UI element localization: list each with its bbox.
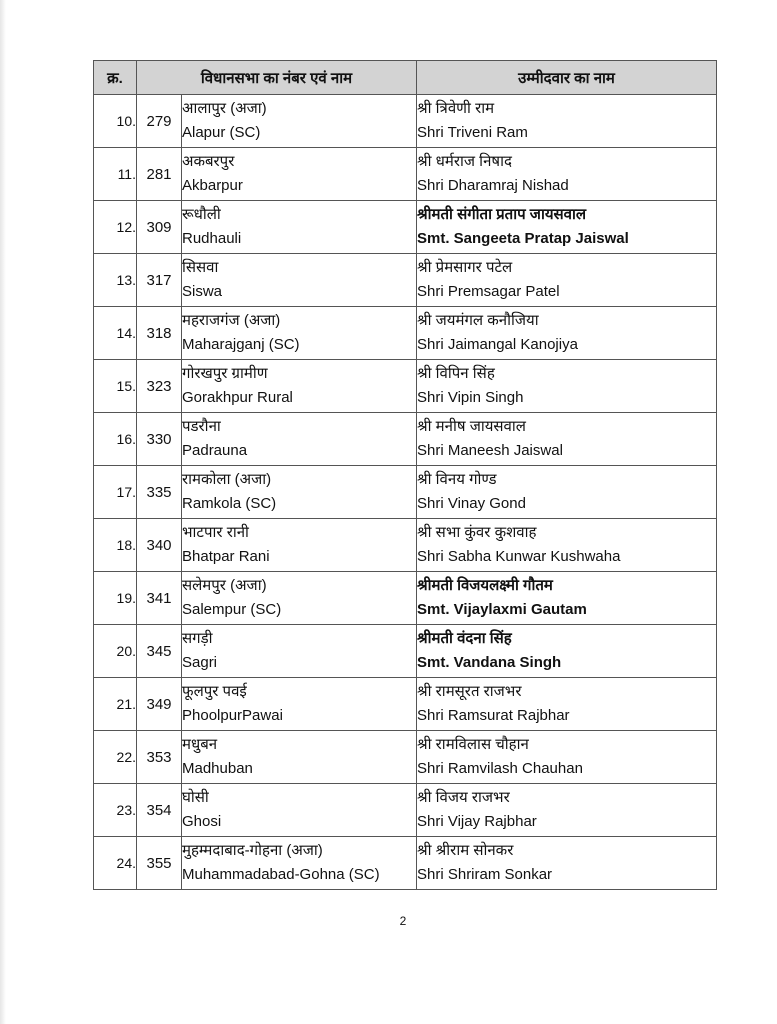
candidate-name-cell [417, 254, 717, 307]
candidate-name-english: Smt. Sangeeta Pratap Jaiswal [417, 230, 629, 247]
row-serial: 22. [94, 731, 137, 784]
constituency-name-hindi: मधुबन [182, 736, 218, 753]
row-serial: 12. [94, 201, 137, 254]
constituency-name-cell [182, 307, 417, 360]
candidate-list-table [93, 60, 717, 890]
candidate-name-english: Smt. Vijaylaxmi Gautam [417, 601, 587, 618]
constituency-number: 317 [137, 254, 182, 307]
candidate-name-cell [417, 678, 717, 731]
constituency-number: 354 [137, 784, 182, 837]
candidate-name-hindi: श्री सभा कुंवर कुशवाह [417, 524, 537, 541]
constituency-name-english: PhoolpurPawai [182, 707, 283, 724]
constituency-name-hindi: गोरखपुर ग्रामीण [182, 365, 268, 382]
candidate-name-cell [417, 307, 717, 360]
constituency-name-english: Madhuban [182, 760, 253, 777]
candidate-name-english: Shri Triveni Ram [417, 124, 528, 141]
candidate-name-english: Shri Sabha Kunwar Kushwaha [417, 548, 621, 565]
candidate-name-english: Shri Jaimangal Kanojiya [417, 336, 578, 353]
candidate-name-cell [417, 519, 717, 572]
constituency-number: 335 [137, 466, 182, 519]
table-row [94, 837, 717, 890]
constituency-number: 281 [137, 148, 182, 201]
constituency-name-hindi: रूधौली [182, 206, 221, 223]
candidate-name-cell [417, 413, 717, 466]
table-row [94, 519, 717, 572]
candidate-name-english: Shri Vijay Rajbhar [417, 813, 537, 830]
row-serial: 14. [94, 307, 137, 360]
constituency-name-cell [182, 413, 417, 466]
constituency-name-hindi: रामकोला (अजा) [182, 471, 272, 488]
candidate-name-cell [417, 784, 717, 837]
table-row [94, 678, 717, 731]
constituency-name-cell [182, 837, 417, 890]
candidate-name-hindi: श्रीमती वंदना सिंह [417, 630, 512, 647]
candidate-name-hindi: श्री विनय गोण्ड [417, 471, 497, 488]
constituency-name-english: Akbarpur [182, 177, 243, 194]
candidate-name-hindi: श्री विजय राजभर [417, 789, 510, 806]
constituency-name-hindi: सिसवा [182, 259, 219, 276]
constituency-name-cell [182, 201, 417, 254]
row-serial: 11. [94, 148, 137, 201]
constituency-name-hindi: घोसी [182, 789, 209, 806]
constituency-name-english: Salempur (SC) [182, 601, 282, 618]
constituency-name-hindi: सगड़ी [182, 630, 213, 647]
page-number: 2 [399, 914, 407, 928]
table-row [94, 625, 717, 678]
table-header-row [94, 61, 717, 95]
constituency-name-english: Muhammadabad-Gohna (SC) [182, 866, 380, 883]
row-serial: 10. [94, 95, 137, 148]
candidate-name-cell [417, 572, 717, 625]
candidate-name-hindi: श्री त्रिवेणी राम [417, 100, 495, 117]
row-serial: 13. [94, 254, 137, 307]
candidate-name-cell [417, 837, 717, 890]
row-serial: 18. [94, 519, 137, 572]
row-serial: 19. [94, 572, 137, 625]
candidate-name-hindi: श्री जयमंगल कनौजिया [417, 312, 539, 329]
candidate-name-hindi: श्री रामसूरत राजभर [417, 683, 522, 700]
constituency-name-hindi: मुहम्मदाबाद-गोहना (अजा) [182, 842, 323, 859]
constituency-name-english: Maharajganj (SC) [182, 336, 300, 353]
table-row [94, 254, 717, 307]
row-serial: 23. [94, 784, 137, 837]
constituency-number: 345 [137, 625, 182, 678]
constituency-name-english: Padrauna [182, 442, 248, 459]
table-row [94, 201, 717, 254]
row-serial: 16. [94, 413, 137, 466]
candidate-name-hindi: श्रीमती संगीता प्रताप जायसवाल [417, 206, 587, 223]
constituency-name-cell [182, 784, 417, 837]
candidate-name-cell [417, 625, 717, 678]
constituency-name-cell [182, 572, 417, 625]
candidate-name-cell [417, 95, 717, 148]
table-row [94, 572, 717, 625]
constituency-name-cell [182, 678, 417, 731]
constituency-name-hindi: अकबरपुर [182, 153, 235, 170]
table-row [94, 95, 717, 148]
constituency-number: 353 [137, 731, 182, 784]
constituency-number: 279 [137, 95, 182, 148]
constituency-number: 323 [137, 360, 182, 413]
constituency-name-cell [182, 625, 417, 678]
row-serial: 20. [94, 625, 137, 678]
table-row [94, 731, 717, 784]
candidate-name-hindi: श्री मनीष जायसवाल [417, 418, 526, 435]
constituency-name-hindi: पडरौना [182, 418, 221, 435]
candidate-name-english: Shri Ramvilash Chauhan [417, 760, 583, 777]
header-serial: क्र. [94, 61, 137, 95]
candidate-name-english: Shri Dharamraj Nishad [417, 177, 569, 194]
table-row [94, 148, 717, 201]
constituency-name-hindi: आलापुर (अजा) [182, 100, 267, 117]
constituency-number: 330 [137, 413, 182, 466]
constituency-name-hindi: सलेमपुर (अजा) [182, 577, 267, 594]
candidate-name-hindi: श्री विपिन सिंह [417, 365, 495, 382]
constituency-name-english: Sagri [182, 654, 218, 671]
header-constituency: विधानसभा का नंबर एवं नाम [137, 61, 417, 95]
candidate-name-english: Shri Premsagar Patel [417, 283, 560, 300]
constituency-name-cell [182, 466, 417, 519]
constituency-name-hindi: फूलपुर पवई [182, 683, 247, 700]
constituency-name-english: Ghosi [182, 813, 222, 830]
candidate-name-cell [417, 148, 717, 201]
candidate-name-english: Shri Vinay Gond [417, 495, 526, 512]
table-row [94, 784, 717, 837]
candidate-name-english: Shri Ramsurat Rajbhar [417, 707, 570, 724]
candidate-name-english: Shri Shriram Sonkar [417, 866, 553, 883]
constituency-name-hindi: भाटपार रानी [182, 524, 249, 541]
candidate-name-hindi: श्री रामविलास चौहान [417, 736, 529, 753]
constituency-name-cell [182, 95, 417, 148]
candidate-name-english: Smt. Vandana Singh [417, 654, 562, 671]
constituency-name-cell [182, 148, 417, 201]
constituency-number: 318 [137, 307, 182, 360]
constituency-number: 349 [137, 678, 182, 731]
candidate-name-cell [417, 201, 717, 254]
table-row [94, 360, 717, 413]
candidate-name-english: Shri Vipin Singh [417, 389, 524, 406]
candidate-name-hindi: श्रीमती विजयलक्ष्मी गौतम [417, 577, 553, 594]
constituency-name-cell [182, 360, 417, 413]
constituency-name-cell [182, 519, 417, 572]
row-serial: 17. [94, 466, 137, 519]
row-serial: 21. [94, 678, 137, 731]
candidate-name-cell [417, 360, 717, 413]
candidate-name-cell [417, 466, 717, 519]
constituency-name-cell [182, 731, 417, 784]
candidate-name-english: Shri Maneesh Jaiswal [417, 442, 563, 459]
constituency-number: 341 [137, 572, 182, 625]
constituency-name-english: Siswa [182, 283, 223, 300]
table-row [94, 307, 717, 360]
constituency-name-cell [182, 254, 417, 307]
constituency-name-hindi: महराजगंज (अजा) [182, 312, 281, 329]
candidate-name-hindi: श्री धर्मराज निषाद [417, 153, 512, 170]
table-row [94, 413, 717, 466]
constituency-name-english: Ramkola (SC) [182, 495, 277, 512]
constituency-name-english: Rudhauli [182, 230, 242, 247]
constituency-number: 355 [137, 837, 182, 890]
row-serial: 24. [94, 837, 137, 890]
constituency-name-english: Alapur (SC) [182, 124, 261, 141]
constituency-number: 309 [137, 201, 182, 254]
candidate-name-hindi: श्री श्रीराम सोनकर [417, 842, 514, 859]
page-edge-shadow [0, 0, 6, 1024]
candidate-name-hindi: श्री प्रेमसागर पटेल [417, 259, 513, 276]
row-serial: 15. [94, 360, 137, 413]
constituency-name-english: Bhatpar Rani [182, 548, 270, 565]
constituency-name-english: Gorakhpur Rural [182, 389, 293, 406]
table-row [94, 466, 717, 519]
header-candidate: उम्मीदवार का नाम [417, 61, 717, 95]
constituency-number: 340 [137, 519, 182, 572]
candidate-name-cell [417, 731, 717, 784]
